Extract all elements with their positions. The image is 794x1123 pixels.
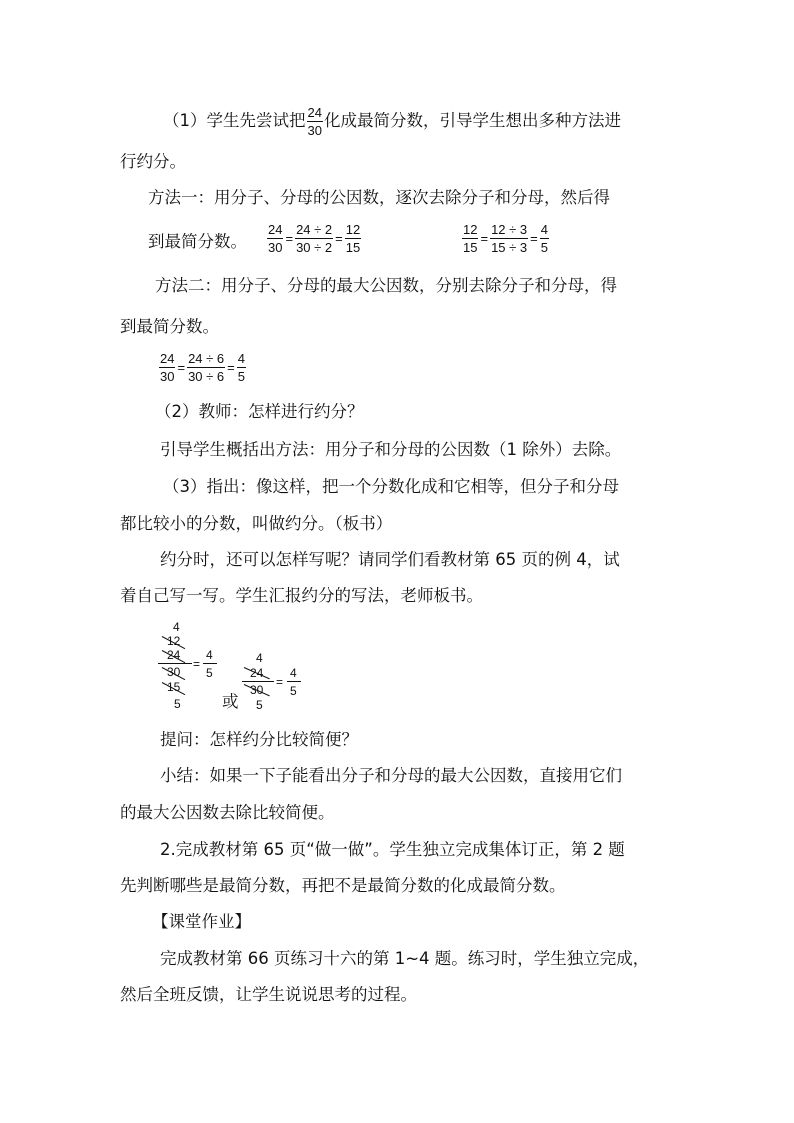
method-1-equation-a: $\frac{24}{30}$ = $\frac{24 \div 2}{30 \div 2}$ = $\frac{12}{15}$ <box>268 222 361 255</box>
fraction-24-30: $\frac{24}{30}$ <box>307 105 322 138</box>
or-label: 或 <box>222 692 239 711</box>
homework-line-2: 然后全班反馈，让学生说说思考的过程。 <box>120 985 417 1004</box>
task-2-line-2: 先判断哪些是最简分数，再把不是最简分数的化成最简分数。 <box>120 876 566 895</box>
method-1-equation-b: $\frac{12}{15}$ = $\frac{12 \div 3}{15 \div 3}$ = $\frac{4}{5}$ <box>463 222 548 255</box>
paragraph-1-line-2: 行约分。 <box>120 152 186 171</box>
fraction-bar <box>203 663 217 664</box>
paragraph-2: （2）教师：怎样进行约分？ <box>155 402 364 421</box>
homework-line-1: 完成教材第 66 页练习十六的第 1~4 题。练习时，学生独立完成， <box>160 949 650 968</box>
homework-heading: 【课堂作业】 <box>152 912 251 931</box>
fraction-bar <box>242 681 274 682</box>
task-2-line-1: 2.完成教材第 65 页“做一做”。学生独立完成集体订正，第 2 题 <box>160 840 625 859</box>
method-2-equation: $\frac{24}{30}$ = $\frac{24 \div 6}{30 \div 6}$ = $\frac{4}{5}$ <box>160 351 245 384</box>
p1-text-b: 化成最简分数，引导学生想出多种方法进 <box>323 111 621 130</box>
p1-text-a: （1）学生先尝试把 <box>163 111 306 130</box>
method-1-line-2: 到最简分数。 <box>148 232 247 251</box>
guide-line: 引导学生概括出方法：用分子和分母的公因数（1 除外）去除。 <box>160 440 622 459</box>
paragraph-3-line-1: （3）指出：像这样，把一个分数化成和它相等，但分子和分母 <box>163 477 619 496</box>
paragraph-4-line-2: 着自己写一写。学生汇报约分的写法，老师板书。 <box>120 586 483 605</box>
paragraph-1-line-1 <box>163 105 621 138</box>
summary-line-1: 小结：如果一下子能看出分子和分母的最大公因数，直接用它们 <box>160 766 622 785</box>
method-1-line-1: 方法一：用分子、分母的公因数，逐次去除分子和分母，然后得 <box>148 188 610 207</box>
fraction-bar <box>158 663 192 664</box>
method-2-line-1: 方法二：用分子、分母的最大公因数，分别去除分子和分母，得 <box>155 276 617 295</box>
fraction-bar <box>287 681 301 682</box>
paragraph-4-line-1: 约分时，还可以怎样写呢？请同学们看教材第 65 页的例 4，试 <box>160 550 620 569</box>
method-2-line-2: 到最简分数。 <box>120 317 219 336</box>
summary-line-2: 的最大公因数去除比较简便。 <box>120 803 335 822</box>
question-line: 提问：怎样约分比较简便？ <box>160 730 358 749</box>
paragraph-3-line-2: 都比较小的分数，叫做约分。（板书） <box>120 514 393 533</box>
